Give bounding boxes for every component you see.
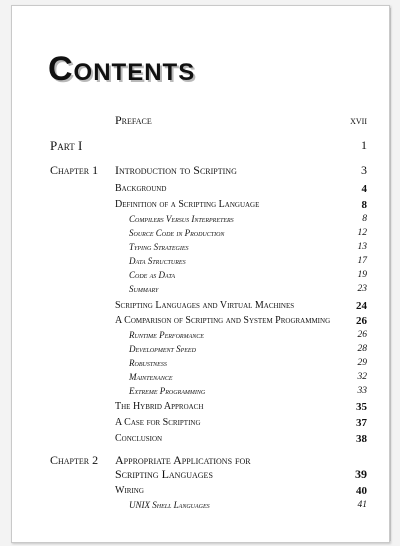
toc-page-runtime: 26: [357, 330, 367, 340]
toc-entry-development-speed[interactable]: Development Speed: [129, 344, 196, 354]
toc-page-robustness: 29: [357, 358, 367, 368]
toc-entry-definition[interactable]: Definition of a Scripting Language: [115, 199, 260, 210]
toc-page-definition: 8: [361, 199, 367, 211]
toc-entry-runtime[interactable]: Runtime Performance: [129, 330, 204, 340]
document-page: [11, 5, 390, 543]
toc-entry-background[interactable]: Background: [115, 183, 167, 194]
toc-page-virtual-machines: 24: [356, 300, 367, 312]
toc-part-page: 1: [361, 138, 367, 152]
toc-part-label[interactable]: Part I: [50, 138, 83, 153]
page-title: Contents: [48, 50, 196, 88]
toc-page-compilers: 8: [362, 214, 367, 224]
toc-entry-comparison[interactable]: A Comparison of Scripting and System Programming: [115, 315, 331, 326]
toc-entry-maintenance[interactable]: Maintenance: [129, 372, 173, 382]
toc-entry-hybrid[interactable]: The Hybrid Approach: [115, 401, 204, 412]
toc-page-development-speed: 28: [357, 344, 367, 354]
toc-page-hybrid: 35: [356, 401, 367, 413]
toc-preface-page: xvii: [350, 113, 367, 127]
toc-page-data-structures: 17: [357, 256, 367, 266]
toc-entry-conclusion[interactable]: Conclusion: [115, 433, 163, 444]
toc-preface-title[interactable]: Preface: [115, 113, 152, 127]
toc-chapter2-page: 39: [355, 467, 367, 481]
toc-page-case-for-scripting: 37: [356, 417, 367, 429]
toc-page-code-as-data: 19: [357, 270, 367, 280]
toc-chapter2-label: Chapter 2: [50, 453, 99, 467]
toc-chapter1-title[interactable]: Introduction to Scripting: [115, 163, 237, 177]
toc-entry-summary[interactable]: Summary: [129, 284, 159, 294]
toc-chapter1-label: Chapter 1: [50, 163, 99, 177]
toc-page-typing: 13: [357, 242, 367, 252]
toc-entry-wiring[interactable]: Wiring: [115, 485, 144, 496]
toc-entry-unix-shell[interactable]: UNIX Shell Languages: [129, 500, 210, 510]
toc-page-summary: 23: [357, 284, 367, 294]
toc-chapter2-title[interactable]: Appropriate Applications for: [115, 453, 251, 467]
toc-page-comparison: 26: [356, 315, 367, 327]
toc-entry-case-for-scripting[interactable]: A Case for Scripting: [115, 417, 201, 428]
toc-entry-virtual-machines[interactable]: Scripting Languages and Virtual Machines: [115, 300, 295, 311]
toc-chapter1-page: 3: [361, 163, 367, 177]
toc-page-source-code: 12: [357, 228, 367, 238]
toc-entry-source-code[interactable]: Source Code in Production: [129, 228, 225, 238]
toc-page-extreme-programming: 33: [357, 386, 367, 396]
toc-chapter2-title-line2[interactable]: Scripting Languages: [115, 467, 213, 481]
toc-entry-extreme-programming[interactable]: Extreme Programming: [129, 386, 206, 396]
toc-page-wiring: 40: [356, 485, 367, 497]
toc-page-unix-shell: 41: [357, 500, 367, 510]
toc-entry-data-structures[interactable]: Data Structures: [129, 256, 186, 266]
toc-page-background: 4: [361, 183, 367, 195]
toc-entry-typing[interactable]: Typing Strategies: [129, 242, 189, 252]
toc-entry-compilers[interactable]: Compilers Versus Interpreters: [129, 214, 234, 224]
toc-entry-robustness[interactable]: Robustness: [129, 358, 167, 368]
toc-page-maintenance: 32: [357, 372, 367, 382]
toc-entry-code-as-data[interactable]: Code as Data: [129, 270, 175, 280]
toc-page-conclusion: 38: [356, 433, 367, 445]
